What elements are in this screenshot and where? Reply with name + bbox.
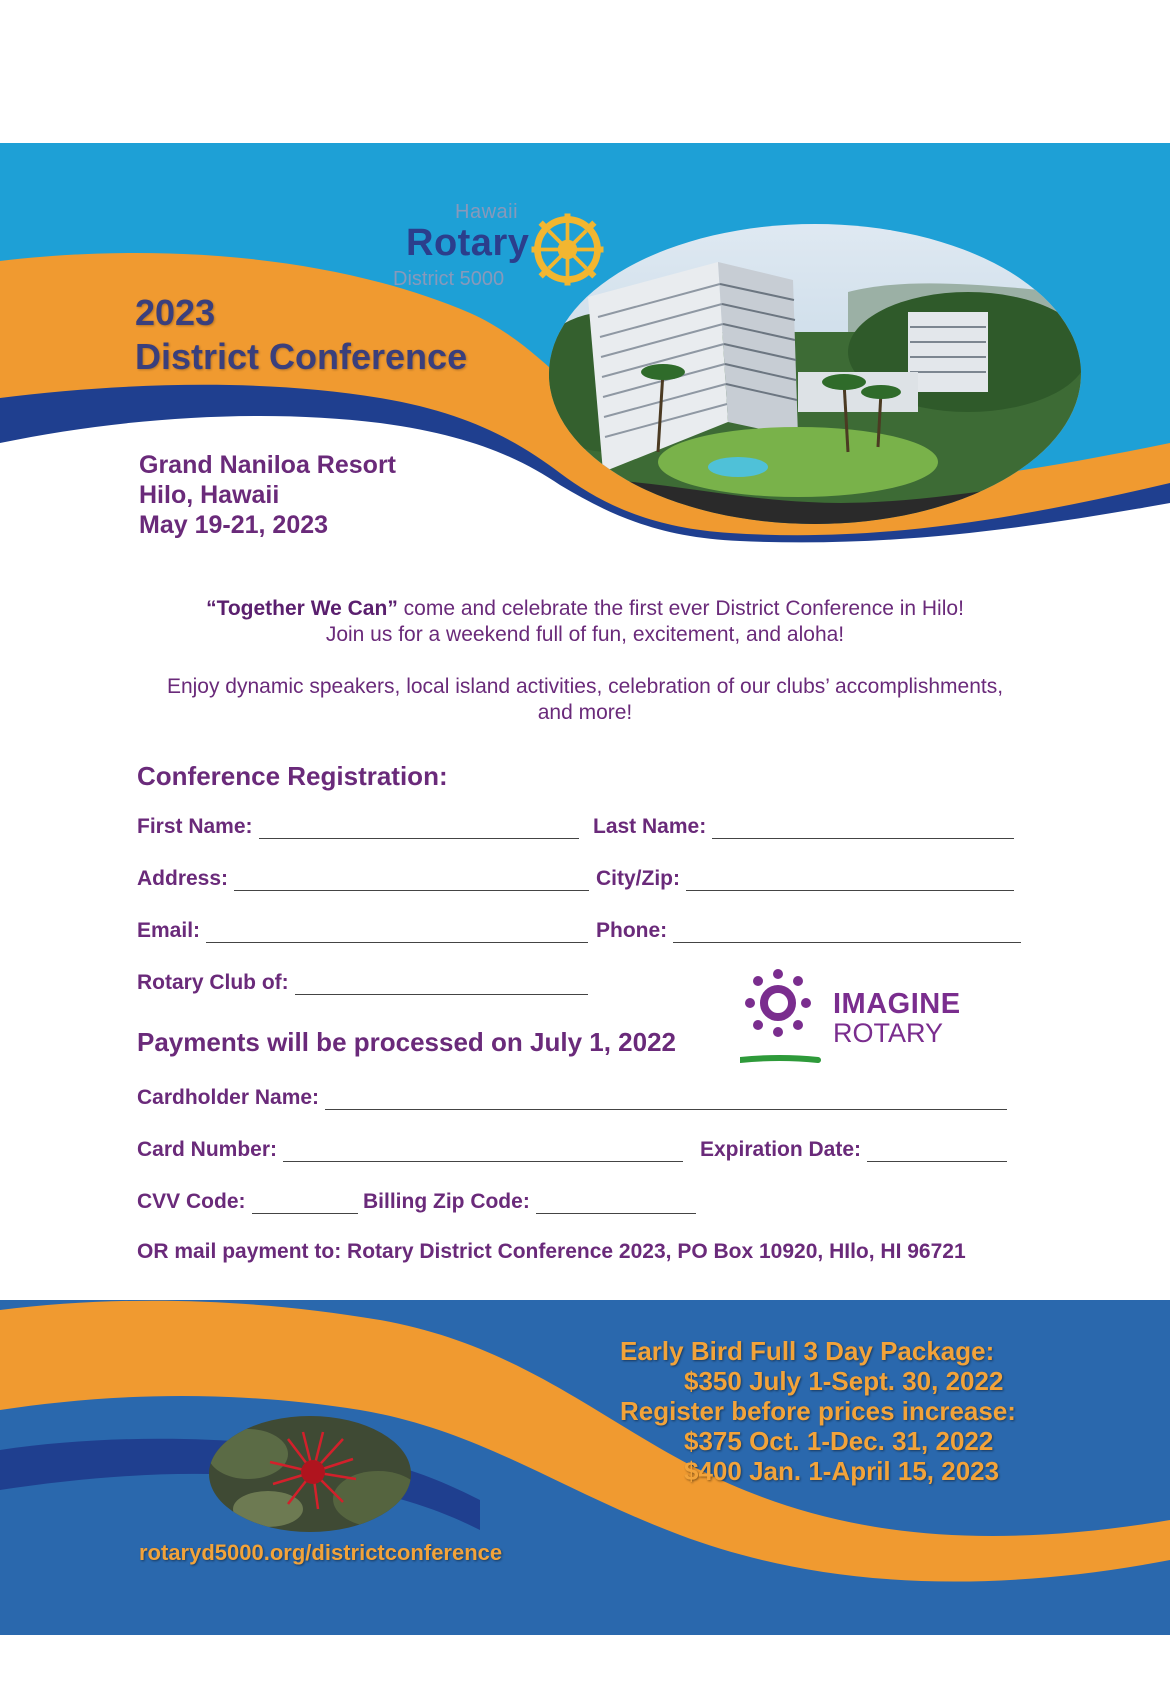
address-line[interactable] (234, 870, 589, 891)
expiration-field[interactable] (700, 1138, 1007, 1162)
imagine-rotary-logo-icon (740, 968, 840, 1068)
venue-city: Hilo, Hawaii (139, 481, 280, 509)
card-number-line[interactable] (283, 1141, 683, 1162)
cardholder-line[interactable] (325, 1089, 1007, 1110)
resort-photo (548, 222, 1083, 527)
city-zip-field[interactable] (596, 867, 1014, 891)
card-number-label: Card Number: (137, 1138, 278, 1161)
expiration-line[interactable] (867, 1141, 1007, 1162)
cardholder-field[interactable] (137, 1086, 1007, 1110)
payment-heading: Payments will be processed on July 1, 2022 (137, 1027, 677, 1057)
conference-website-link[interactable]: rotaryd5000.org/districtconference (139, 1540, 503, 1565)
rotary-club-label: Rotary Club of: (137, 971, 289, 994)
venue-name: Grand Naniloa Resort (139, 451, 396, 479)
conference-year: 2023 (135, 292, 216, 333)
address-label: Address: (137, 867, 229, 890)
billing-zip-field[interactable] (363, 1190, 696, 1214)
cvv-label: CVV Code: (137, 1190, 246, 1213)
intro-line-3: Enjoy dynamic speakers, local island activities, celebration of our clubs’ accomplishments, (166, 675, 1004, 698)
cvv-line[interactable] (252, 1193, 358, 1214)
email-label: Email: (137, 919, 201, 942)
intro-line-4: and more! (537, 701, 633, 724)
phone-field[interactable] (596, 919, 1021, 943)
billing-zip-label: Billing Zip Code: (363, 1190, 530, 1213)
logo-rotary-text: Rotary (406, 222, 530, 264)
rotary-text: ROTARY (833, 1018, 944, 1048)
rotary-club-field[interactable] (137, 971, 588, 995)
price-tier-2: $375 Oct. 1-Dec. 31, 2022 (684, 1426, 994, 1456)
logo-region-text: Hawaii (455, 201, 519, 223)
intro-line-2: Join us for a weekend full of fun, excitement, and aloha! (325, 623, 845, 646)
venue-dates: May 19-21, 2023 (139, 511, 329, 539)
first-name-label: First Name: (137, 815, 253, 838)
address-field[interactable] (137, 867, 589, 891)
first-name-line[interactable] (259, 818, 579, 839)
intro-line-1-rest: come and celebrate the first ever District Conference in Hilo! (397, 597, 964, 620)
last-name-field[interactable] (593, 815, 1014, 839)
ohia-lehua-flower-image (208, 1414, 413, 1534)
cardholder-label: Cardholder Name: (137, 1086, 320, 1109)
phone-line[interactable] (673, 922, 1021, 943)
intro-line-1 (0, 597, 1170, 621)
last-name-label: Last Name: (593, 815, 707, 838)
registration-heading: Conference Registration: (137, 761, 448, 791)
email-field[interactable] (137, 919, 588, 943)
city-zip-line[interactable] (686, 870, 1014, 891)
first-name-field[interactable] (137, 815, 579, 839)
logo-district-text: District 5000 (393, 268, 505, 290)
card-number-field[interactable] (137, 1138, 683, 1162)
phone-label: Phone: (596, 919, 668, 942)
register-before-heading: Register before prices increase: (620, 1396, 1016, 1426)
billing-zip-line[interactable] (536, 1193, 696, 1214)
imagine-text: IMAGINE (833, 988, 961, 1020)
intro-tagline: “Together We Can” (206, 597, 398, 620)
expiration-label: Expiration Date: (700, 1138, 862, 1161)
price-tier-3: $400 Jan. 1-April 15, 2023 (684, 1456, 1000, 1486)
early-bird-heading: Early Bird Full 3 Day Package: (620, 1336, 995, 1366)
mail-payment-note: OR mail payment to: Rotary District Conference 2023, PO Box 10920, HIlo, HI 96721 (137, 1240, 966, 1263)
rotary-club-line[interactable] (295, 974, 588, 995)
cvv-field[interactable] (137, 1190, 358, 1214)
conference-title: District Conference (135, 336, 468, 377)
early-bird-price: $350 July 1-Sept. 30, 2022 (684, 1366, 1004, 1396)
city-zip-label: City/Zip: (596, 867, 680, 890)
email-line[interactable] (206, 922, 588, 943)
last-name-line[interactable] (712, 818, 1014, 839)
